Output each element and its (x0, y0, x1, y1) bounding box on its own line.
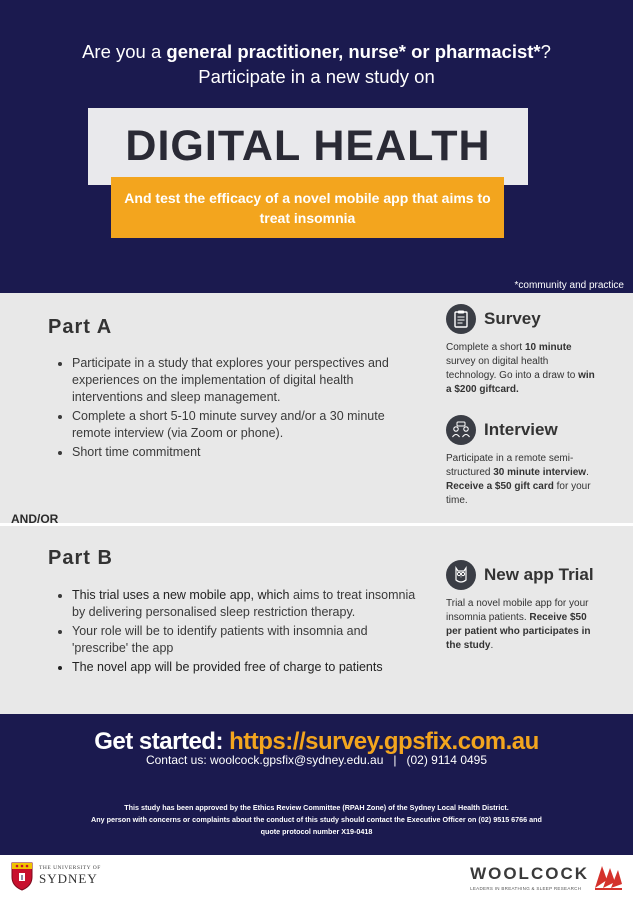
cta-section (0, 714, 633, 855)
list-item: • Your role will be to identify patients with insomnia and 'prescribe' the app (72, 623, 417, 657)
app-trial-text: . (490, 640, 494, 651)
contact-info: Contact us: woolcock.gpsfix@sydney.edu.au | (02) 9114 0495 (145, 753, 488, 767)
list-item: • The novel app will be provided free of charge to patients (72, 659, 417, 676)
interview-heading (446, 415, 558, 445)
app-trial-heading (446, 560, 594, 590)
interview-text: . (586, 467, 589, 478)
footer (0, 855, 633, 898)
woolcock-logo (470, 862, 623, 892)
interview-text: Participate in a remote semi-structured (446, 453, 574, 478)
intro-text: Are you a (82, 41, 167, 62)
part-a-list (50, 355, 402, 463)
woolcock-mark-icon (593, 862, 623, 892)
ethics-line: Any person with concerns or complaints about the conduct of this study should contact the Executive Officer on (02) 9515 6766 and (91, 815, 542, 824)
list-item: • Complete a short 5-10 minute survey and/or a 30 minute remote interview (via Zoom or phone). (72, 408, 402, 442)
intro-roles: general practitioner, nurse* or pharmacist* (166, 41, 541, 62)
interview-text: for your time. (446, 481, 591, 506)
ethics-line: quote protocol number X19-0418 (260, 827, 373, 836)
interview-duration: 30 minute interview (493, 467, 587, 478)
survey-description (446, 341, 596, 397)
app-trial-description (446, 597, 596, 653)
interview-reward: Receive a $50 gift card (446, 481, 554, 492)
bullet-text: aims to treat insomnia by delivering personalised sleep restriction therapy. (72, 588, 416, 619)
interview-label: Interview (484, 420, 558, 439)
list-item: • Participate in a study that explores your perspectives and experiences on the implementation of digital health interventions and sleep management. (72, 355, 402, 406)
usyd-small-text: THE UNIVERSITY OF (39, 865, 101, 871)
survey-label: Survey (484, 309, 541, 328)
survey-text: survey on digital health technology. Go into a draw to (446, 356, 579, 381)
list-item (72, 587, 417, 621)
intro-line-2: Participate in a new study on (198, 66, 435, 87)
clipboard-icon (446, 304, 476, 334)
app-trial-label: New app Trial (484, 565, 594, 584)
survey-heading (446, 304, 541, 334)
subtitle-banner: And test the efficacy of a novel mobile app that aims to treat insomnia (111, 177, 504, 238)
survey-link[interactable]: https://survey.gpsfix.com.au (229, 728, 539, 755)
survey-text: Complete a short (446, 342, 525, 353)
woolcock-name: WOOLCOCK (470, 863, 589, 883)
intro-question-mark: ? (540, 41, 551, 62)
woolcock-tagline: LEADERS IN BREATHING & SLEEP RESEARCH (470, 885, 582, 891)
part-b-title: Part B (48, 547, 113, 569)
usyd-name: SYDNEY (39, 871, 98, 886)
header-section (0, 0, 633, 293)
survey-duration: 10 minute (524, 342, 572, 353)
ethics-statement (0, 802, 633, 838)
get-started-line (0, 728, 633, 756)
list-item: • Short time commitment (72, 444, 402, 461)
owl-icon (446, 560, 476, 590)
university-of-sydney-logo (10, 861, 101, 891)
survey-prize: win a $200 giftcard. (446, 370, 595, 395)
ethics-line: This study has been approved by the Ethics Review Committee (RPAH Zone) of the Sydney Local Health District. (124, 803, 509, 812)
crest-icon (10, 861, 34, 891)
people-talking-icon (446, 415, 476, 445)
part-a-title: Part A (48, 316, 113, 338)
app-trial-reward: Receive $50 per patient who participates in the study (446, 612, 591, 651)
interview-description (446, 452, 612, 508)
part-b-list (50, 587, 417, 678)
and-or-divider: AND/OR (11, 512, 59, 526)
bullet-text: This trial uses a new mobile app, which (72, 588, 290, 602)
get-started-label: Get started: (94, 728, 230, 755)
footnote: *community and practice (514, 280, 624, 291)
app-trial-text: Trial a novel mobile app for your insomnia patients. (446, 598, 589, 623)
page-title: DIGITAL HEALTH (88, 108, 528, 185)
intro-line-1 (0, 41, 633, 63)
